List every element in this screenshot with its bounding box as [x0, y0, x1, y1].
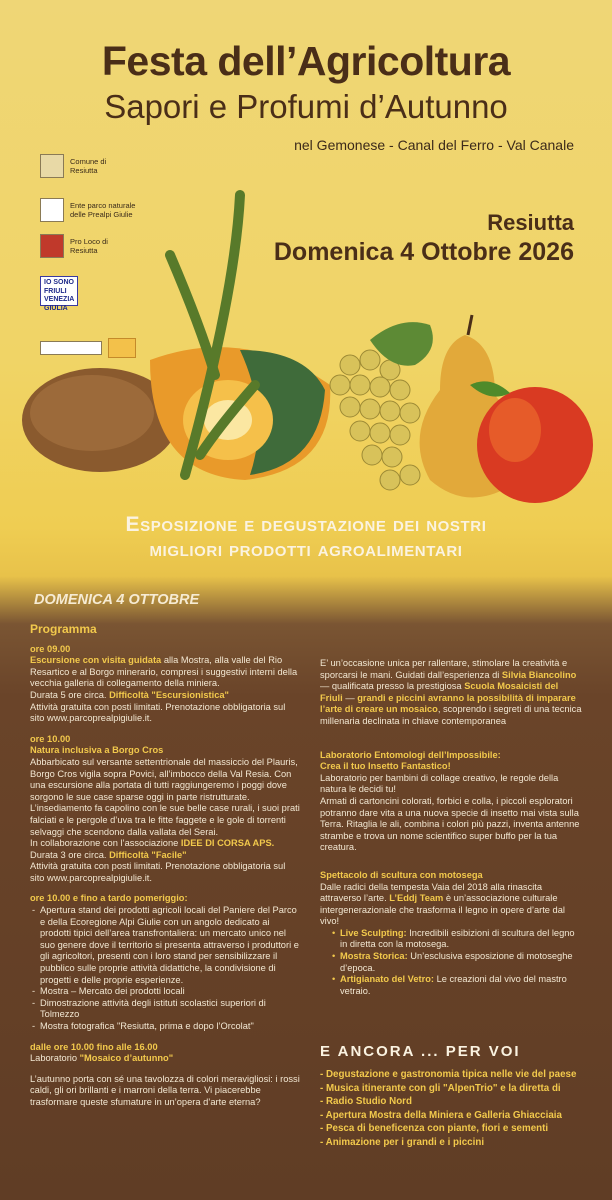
lab-text: Armati di cartoncini colorati, forbici e colla, i piccoli esploratori potranno dare vita a una nuova specie di insetto mai vista sulla Terra. Ritaglia le ali, combina i colori più pazzi, inventa antenne strambe e trova un nome scientifico super buffo per la tua creatura.: [320, 795, 580, 853]
event-info: Attività gratuita con posti limitati. Prenotazione obbligatoria sul sito www.parcoprealpigiulie.it.: [30, 861, 286, 883]
event-time: dalle ore 10.00 fino alle 16.00: [30, 1041, 158, 1052]
ancora-heading: E ANCORA ... PER VOI: [320, 1043, 521, 1060]
produce-illustration: [0, 175, 612, 515]
event-subtitle: Sapori e Profumi d’Autunno: [104, 88, 508, 125]
event-info: Attività gratuita con posti limitati. Prenotazione obbligatoria sul sito www.parcoprealpigiulie.it.: [30, 701, 286, 724]
list-item: • Artigianato del Vetro: Le creazioni dal vivo del mastro vetraio.: [340, 974, 582, 997]
banner: [0, 512, 612, 562]
program-heading: Programma: [30, 622, 97, 636]
list-item: - Pesca di beneficenza con piante, fiori e sementi: [320, 1122, 580, 1136]
event-title: Laboratorio "Mosaico d’autunno": [30, 1053, 174, 1064]
banner-line-1: Esposizione e degustazione dei nostri: [125, 513, 487, 536]
day-heading: DOMENICA 4 OTTOBRE: [34, 592, 200, 608]
event-title: Natura inclusiva a Borgo Cros: [30, 745, 164, 756]
list-item: - Dimostrazione attività degli istituti scolastici superiori di Tolmezzo: [40, 998, 300, 1021]
list-item: - Animazione per i grandi e i piccini: [320, 1136, 580, 1150]
event-time: ore 09.00: [30, 643, 71, 654]
lab-text: Laboratorio per bambini di collage creativo, le regole della natura le decidi tu!: [320, 772, 559, 795]
location: Resiutta: [487, 210, 574, 235]
event-time: ore 10.00: [30, 733, 71, 744]
banner-line-2: migliori prodotti agroalimentari: [149, 538, 463, 561]
list-item: - Musica itinerante con gli "AlpenTrio" e la diretta di: [320, 1082, 580, 1096]
logo-io-sono-fvg: IO SONO FRIULI VENEZIA GIULIA: [40, 276, 78, 306]
list-item: - Apertura stand dei prodotti agricoli locali del Paniere del Parco e della Ecoregione Alpi Giulie con un angolo dedicato ai prodotti tipici dell’area transfrontaliera: un mercato unico nel suo genere dove il territorio si presenta attraverso i produttori e gli agricoltori, presenti con i loro stand per sensibilizzare il pubblico sulle proprie attività didattiche, la condivisione di progetti e delle proprie esperienze.: [40, 905, 300, 986]
event-collab: In collaborazione con l’associazione IDEE DI CORSA APS.: [30, 838, 275, 849]
event-title: Festa dell’Agricoltura: [101, 38, 511, 84]
event-date: Domenica 4 Ottobre 2026: [273, 238, 574, 266]
event-description: Abbarbicato sul versante settentrionale del massiccio del Plauris, Borgo Cros vigila sopra Povici, all’imbocco della Val Resia. Con una escursione alla portata di tutti raggiungeremo i poggi dove sorgono le sue case sparse oggi in parte ristrutturate. L’insediamento fa capolino con le sue belle case rurali, i suoi prati falciati e le pergole d’uva tra le fitte faggete e le gole di torrenti selvaggi che scendono dalla vallata del Serai.: [30, 756, 300, 837]
ancora-list: [320, 1068, 580, 1150]
event-description: L’autunno porta con sé una tavolozza di colori meravigliosi: i rossi caldi, gli ori brillanti e i marroni della terra. Vi piacerebbe trasformare queste sfumature in un’opera d’arte eterna?: [30, 1073, 300, 1107]
list-item: - Mostra fotografica "Resiutta, prima e dopo l’Orcolat": [40, 1021, 300, 1033]
pumpkin-icon: [150, 347, 330, 480]
list-item: - Mostra – Mercato dei prodotti locali: [40, 986, 300, 998]
areas-text: nel Gemonese - Canal del Ferro - Val Canale: [294, 137, 574, 153]
logo-comune-resiutta: Comune di Resiutta: [40, 154, 106, 178]
list-item: • Mostra Storica: Un’esclusiva esposizione di motoseghe d’epoca.: [340, 951, 582, 974]
show-text: Dalle radici della tempesta Vaia del 2018 alla rinascita attraverso l’arte. L’Eddj Team è un’associazione culturale intergenerazionale che trasforma il legno in opere d’arte dal vivo!: [320, 881, 565, 927]
lab-subtitle: Crea il tuo Insetto Fantastico!: [320, 761, 451, 772]
list-item: - Apertura Mostra della Miniera e Galleria Ghiacciaia: [320, 1109, 580, 1123]
lab-title: Laboratorio Entomologi dell’Impossibile:: [320, 749, 501, 760]
event-duration: Durata 5 ore circa. Difficoltà "Escursionistica": [30, 689, 229, 700]
logo-parco-prealpi: Ente parco naturale delle Prealpi Giulie: [40, 198, 135, 222]
grapes-icon: [330, 350, 420, 490]
mosaic-description: E’ un’occasione unica per rallentare, stimolare la creatività e sporcarsi le mani. Guidati dall’esperienza di Silvia Biancolino — qualificata presso la prestigiosa Scuola Mosaicisti del Friuli — grandi e piccini avranno la possibilità di imparare l’arte di creare un mosaico, scoprendo i segreti di una tecnica millenaria declinata in chiave contemporanea: [320, 658, 582, 726]
program-column-right: [320, 658, 582, 997]
event-description: Escursione con visita guidata alla Mostra, alla valle del Rio Resartico e al Borgo minerario, compresi i suggestivi interni della vecchia galleria di collegamento della miniera.: [30, 655, 298, 689]
show-list: [320, 928, 582, 998]
show-title: Spettacolo di scultura con motosega: [320, 869, 483, 880]
list-item: - Degustazione e gastronomia tipica nelle vie del paese: [320, 1068, 580, 1082]
logo-pro-loco: Pro Loco di Resiutta: [40, 234, 108, 258]
list-item: - Radio Studio Nord: [320, 1095, 580, 1109]
program-column-left: [30, 624, 300, 1109]
event-duration: Durata 3 ore circa. Difficoltà "Facile": [30, 849, 187, 860]
event-list: [30, 905, 300, 1033]
event-time: ore 10.00 e fino a tardo pomeriggio:: [30, 893, 188, 904]
list-item: • Live Sculpting: Incredibili esibizioni di scultura del legno in diretta con la motosega.: [340, 928, 582, 951]
